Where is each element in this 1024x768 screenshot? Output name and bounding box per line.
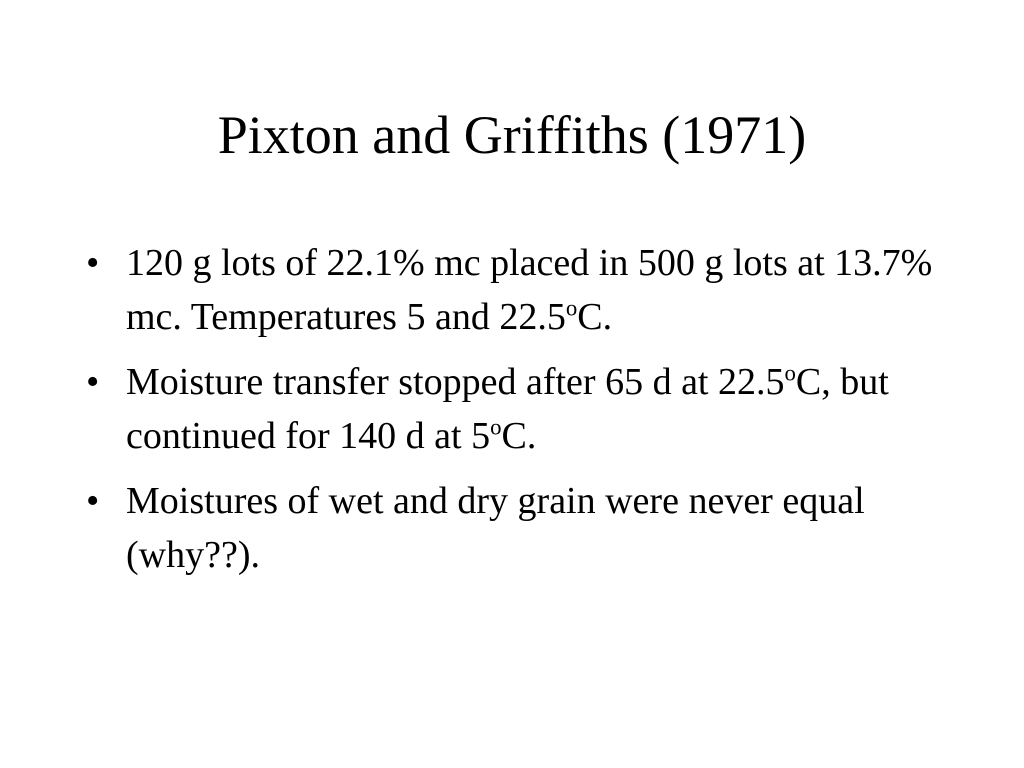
degree-superscript: o: [565, 295, 578, 321]
bullet-icon: •: [86, 361, 100, 403]
degree-superscript: o: [490, 414, 502, 440]
bullet-1-text: 120 g lots of 22.1% mc placed in 500 g lots at 13.7% mc. Temperatures 5 and 22.5: [126, 242, 933, 338]
bullet-2-text-end: C.: [501, 415, 537, 457]
bullet-3-text: Moistures of wet and dry grain were never equal (why??).: [126, 480, 865, 576]
bullet-item-1: [86, 236, 946, 344]
degree-superscript: o: [784, 360, 796, 386]
bullet-item-2: [86, 355, 946, 463]
bullet-list: [86, 236, 946, 593]
bullet-1-text-end: C.: [577, 296, 613, 338]
bullet-2-text-mid: C, but continued for 140 d at 5: [126, 361, 889, 457]
bullet-item-3: [86, 474, 946, 582]
bullet-icon: •: [86, 480, 100, 522]
slide-title: Pixton and Griffiths (1971): [217, 105, 807, 165]
bullet-2-text: Moisture transfer stopped after 65 d at 22.5: [126, 361, 785, 403]
bullet-icon: •: [86, 242, 100, 284]
